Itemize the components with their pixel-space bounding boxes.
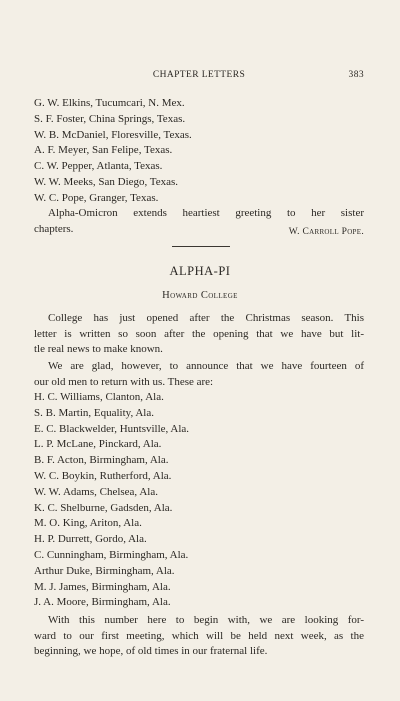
- list-item: L. P. McLane, Pinckard, Ala.: [34, 438, 162, 451]
- list-item: W. W. Meeks, San Diego, Texas.: [34, 175, 179, 188]
- list-item: W. C. Boykin, Rutherford, Ala.: [34, 469, 172, 482]
- paragraph-line: With this number here to begin with, we are looking for-: [48, 614, 364, 626]
- list-item: E. C. Blackwelder, Huntsville, Ala.: [34, 422, 190, 435]
- signature: [289, 227, 364, 237]
- page-number: 383: [348, 70, 364, 80]
- list-item: C. W. Pepper, Atlanta, Texas.: [34, 160, 163, 173]
- paragraph-line: our old men to return with us. These are:: [34, 375, 214, 388]
- list-item: S. F. Foster, China Springs, Texas.: [34, 112, 186, 125]
- list-item: H. P. Durrett, Gordo, Ala.: [34, 533, 147, 546]
- paragraph-line: chapters.: [34, 222, 74, 235]
- list-item: A. F. Meyer, San Felipe, Texas.: [34, 144, 173, 157]
- paragraph-line: letter is written so soon after the opening that we have but lit-: [34, 327, 364, 340]
- list-item: Arthur Duke, Birmingham, Ala.: [34, 564, 175, 577]
- list-item: M. J. James, Birmingham, Ala.: [34, 580, 171, 593]
- list-item: W. W. Adams, Chelsea, Ala.: [34, 485, 158, 498]
- intro-paragraph: [34, 311, 364, 358]
- list-item: M. O. King, Ariton, Ala.: [34, 517, 142, 530]
- signature-name: W. Carroll Pope.: [288, 227, 364, 237]
- list-item: S. B. Martin, Equality, Ala.: [34, 406, 154, 419]
- section-subtitle: Howard College: [162, 290, 238, 301]
- announce-paragraph: [34, 359, 364, 390]
- list-item: G. W. Elkins, Tucumcari, N. Mex.: [34, 97, 185, 109]
- list-item: K. C. Shelburne, Gadsden, Ala.: [34, 501, 173, 514]
- paragraph-line: We are glad, however, to announce that we have fourteen of: [48, 360, 364, 372]
- member-list-top: [34, 96, 364, 207]
- list-item: H. C. Williams, Clanton, Ala.: [34, 391, 164, 403]
- list-item: W. B. McDaniel, Floresville, Texas.: [34, 128, 192, 141]
- list-item: J. A. Moore, Birmingham, Ala.: [34, 596, 171, 609]
- section-divider: [172, 246, 230, 247]
- paragraph-line: tle real news to make known.: [34, 343, 163, 356]
- list-item: B. F. Acton, Birmingham, Ala.: [34, 454, 169, 467]
- list-item: W. C. Pope, Granger, Texas.: [34, 191, 159, 204]
- running-title: CHAPTER LETTERS: [152, 70, 246, 80]
- paragraph-line: Alpha-Omicron extends heartiest greeting to her sister: [48, 207, 364, 219]
- paragraph-line: ward to our first meeting, which will be held next week, as the: [34, 629, 364, 642]
- page-header: [34, 70, 364, 84]
- paragraph-line: beginning, we hope, of old times in our fraternal life.: [34, 645, 268, 658]
- section-title: ALPHA-PI: [169, 264, 231, 278]
- paragraph-line: College has just opened after the Christmas season. This: [48, 312, 364, 324]
- closing-paragraph: [34, 613, 364, 660]
- list-item: C. Cunningham, Birmingham, Ala.: [34, 548, 189, 561]
- member-list-bottom: [34, 390, 364, 611]
